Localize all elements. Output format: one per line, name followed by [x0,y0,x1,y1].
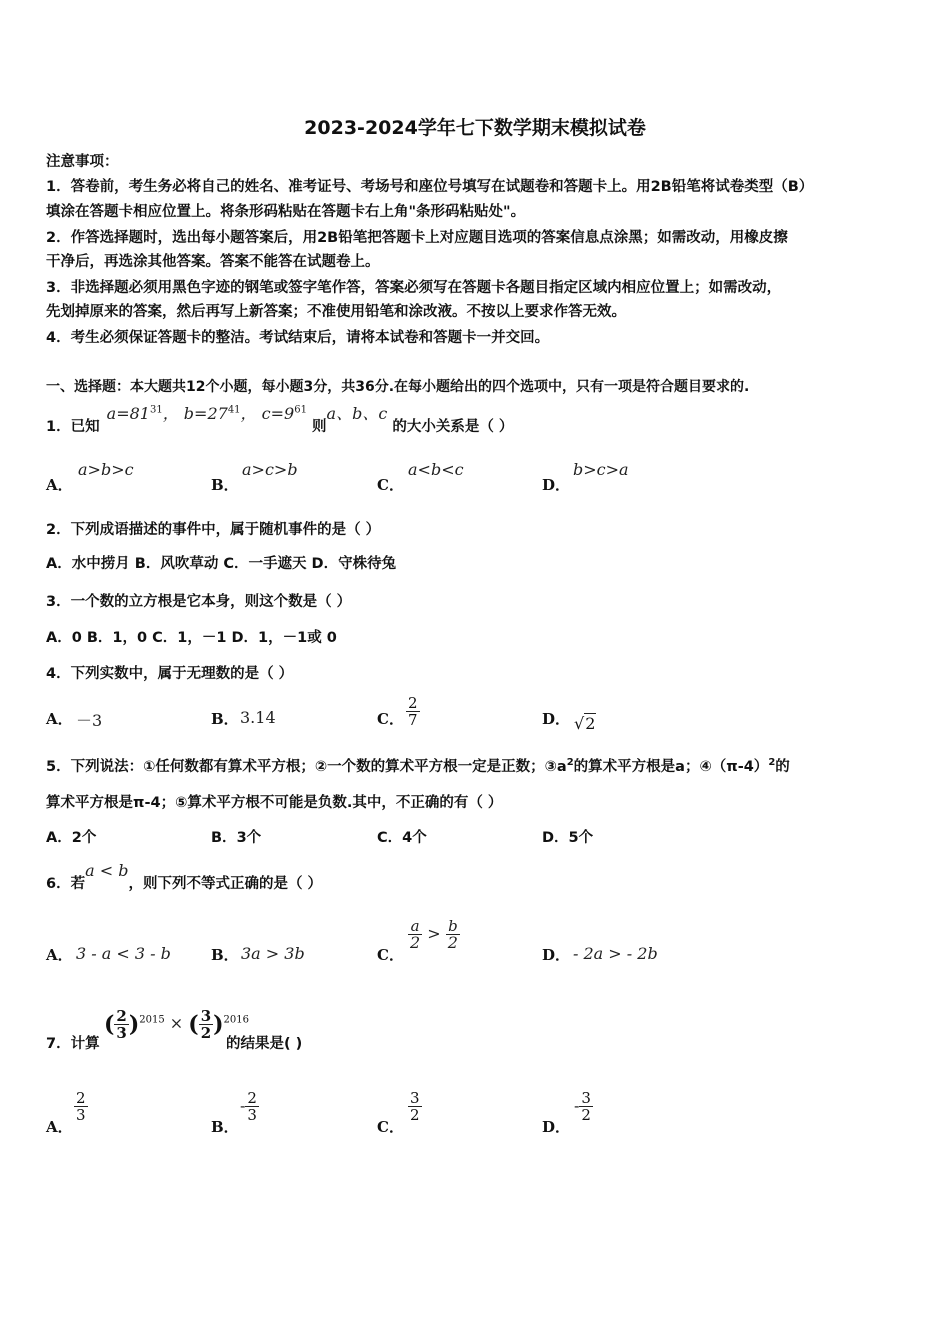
notice-line: 干净后，再选涂其他答案。答案不能答在试题卷上。 [46,254,380,270]
option-label: C． [377,830,403,846]
option-label: A． [46,476,73,494]
notice-line: 先划掉原来的答案，然后再写上新答案；不准使用铅笔和涂改液。不按以上要求作答无效。 [46,304,626,320]
option-value: 2个 [71,830,97,846]
q2-options: A．水中捞月 B．风吹草动 C．一手遮天 D．守株待兔 [46,556,397,572]
option-value: b>c>a [573,460,629,479]
option-label: D． [542,476,571,494]
option-label: B． [211,830,237,846]
q5-options [46,826,906,850]
option-label: A． [46,946,73,964]
notice-line: 1．答卷前，考生务必将自己的姓名、准考证号、考场号和座位号填写在试题卷和答题卡上。用2B铅笔将试卷类型（B） [46,179,814,195]
notice-line: 填涂在答题卡相应位置上。将条形码粘贴在答题卡右上角"条形码粘贴处"。 [46,204,526,220]
option-label: A． [46,1118,73,1136]
page-title: 2023-2024学年七下数学期末模拟试卷 [304,117,646,139]
option-label: B． [211,1118,239,1136]
option-label: C． [377,1118,404,1136]
option-value: - $\frac{3}{2}$ [574,1089,591,1124]
option-label: C． [377,476,404,494]
q7-options [46,1090,906,1140]
option-label: A． [46,710,73,728]
option-value: - $\frac{2}{3}$ [240,1089,257,1124]
notice-heading: 注意事项： [46,154,119,170]
option-value: a>c>b [242,460,298,479]
section-heading: 一、选择题：本大题共12个小题，每小题3分，共36分.在每小题给出的四个选项中，只有一项是符合题目要求的. [46,379,750,395]
q5-stem-line1: 5．下列说法：①任何数都有算术平方根；②一个数的算术平方根一定是正数；$③a^2$的算术平方根是a；$④(\pi-4)^2$的 [46,757,790,775]
q6-stem: 6．若a < b，则下列不等式正确的是（ ） [46,861,323,892]
option-label: B． [211,710,239,728]
notice-line: 4．考生必须保证答题卡的整洁。考试结束后，请将本试卷和答题卡一并交回。 [46,330,550,346]
option-label: B． [211,476,239,494]
option-value: a<b<c [408,460,464,479]
option-label: D． [542,830,569,846]
q6-options [46,918,906,968]
option-label: C． [377,946,404,964]
square-root: √2 [574,714,596,733]
option-value: - 2a > - 2b [573,944,658,963]
q7-stem: 7．计算 ( $\frac{2}{3}$ )$^{2015}$ × ( $\frac{3}{2}$ )$^{2016}$ 的结果是( ) [46,1007,303,1052]
q4-options [46,692,906,738]
option-value: 5个 [568,830,594,846]
option-value: 4个 [402,830,427,846]
option-value: $\frac{3}{2}$ [410,1089,420,1124]
power-expression: ( $\frac{2}{3}$ )$^{2015}$ × ( $\frac{3}{2}$ )$^{2016}$ [104,1007,249,1042]
option-label: D． [542,1118,571,1136]
q2-stem: 2．下列成语描述的事件中，属于随机事件的是（ ） [46,522,381,538]
q5-stem-line2: 算术平方根是π-4；⑤算术平方根不可能是负数.其中，不正确的有（ ） [46,795,503,811]
notice-line: 2．作答选择题时，选出每小题答案后，用2B铅笔把答题卡上对应题目选项的答案信息点涂黑；如需改动，用橡皮擦 [46,230,788,246]
fraction: $\frac{2}{7}$ [408,694,418,729]
fraction-inequality: $\frac{a}{2}$ > $\frac{b}{2}$ [410,917,458,952]
q3-stem: 3．一个数的立方根是它本身，则这个数是（ ） [46,594,352,610]
q3-options: A．0 B．1，0 C．1，－1 D．1，－1或 0 [46,630,337,646]
option-value: －3 [76,711,103,730]
q1-options [46,460,906,494]
option-value: 3a > 3b [241,944,305,963]
option-label: D． [542,946,571,964]
option-label: D． [542,710,571,728]
q4-stem: 4．下列实数中，属于无理数的是（ ） [46,666,294,682]
option-value: 3个 [236,830,262,846]
option-label: C． [377,710,404,728]
option-value: a>b>c [78,460,134,479]
q1-stem: 1．已知 $a=81^{31}$， $b=27^{41}$， $c=9^{61}$ 则a、b、c 的大小关系是（ ） [46,404,514,435]
notice-line: 3．非选择题必须用黑色字迹的钢笔或签字笔作答，答案必须写在答题卡各题目指定区域内相应位置上；如需改动， [46,280,782,296]
option-label: B． [211,946,239,964]
option-value: $\frac{2}{3}$ [76,1089,86,1124]
option-value: 3 - a < 3 - b [76,944,171,963]
option-value: 3.14 [240,708,276,727]
option-label: A． [46,830,72,846]
